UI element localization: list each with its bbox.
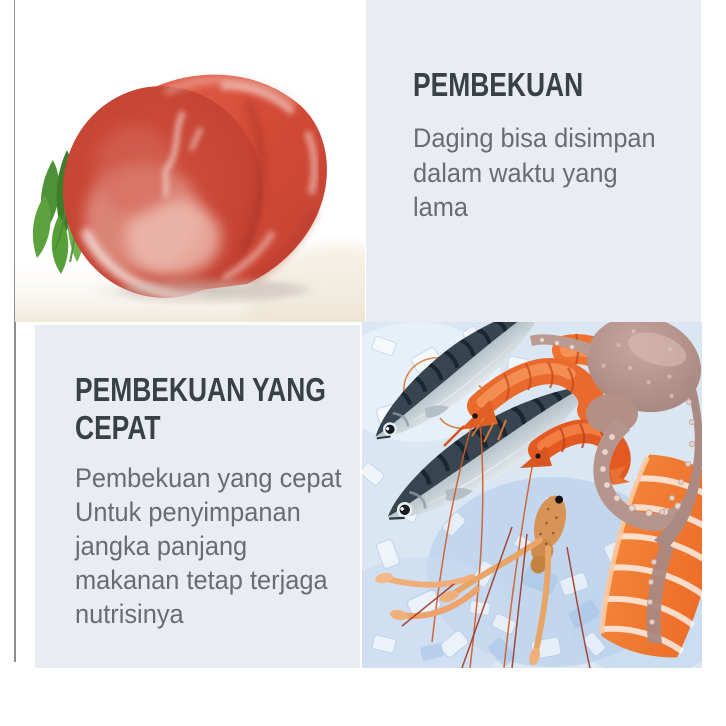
body-line: lama <box>413 192 469 222</box>
section-panel-pembekuan <box>366 0 701 322</box>
section-panel-pembekuan-cepat <box>35 325 360 668</box>
body-line: jangka panjang <box>75 531 248 561</box>
frozen-meat-illustration <box>15 0 365 322</box>
frozen-meat-image <box>15 0 365 322</box>
heading-line: CEPAT <box>75 409 161 446</box>
heading-line: PEMBEKUAN YANG <box>75 371 326 408</box>
heading-line: PEMBEKUAN <box>413 66 584 103</box>
body-line: Pembekuan yang cepat <box>75 463 342 493</box>
body-line: makanan tetap terjaga <box>75 565 328 595</box>
body-line: dalam waktu yang <box>413 157 618 188</box>
section-body-pembekuan-cepat <box>75 461 342 631</box>
section-heading-pembekuan <box>413 66 583 104</box>
body-line: Daging bisa disimpan <box>413 123 656 153</box>
frozen-seafood-illustration <box>362 322 702 668</box>
body-line: Untuk penyimpanan <box>75 497 301 527</box>
body-line: nutrisinya <box>75 599 184 629</box>
section-body-pembekuan <box>413 121 656 225</box>
section-heading-pembekuan-cepat <box>75 371 326 447</box>
frozen-seafood-image <box>362 322 702 668</box>
